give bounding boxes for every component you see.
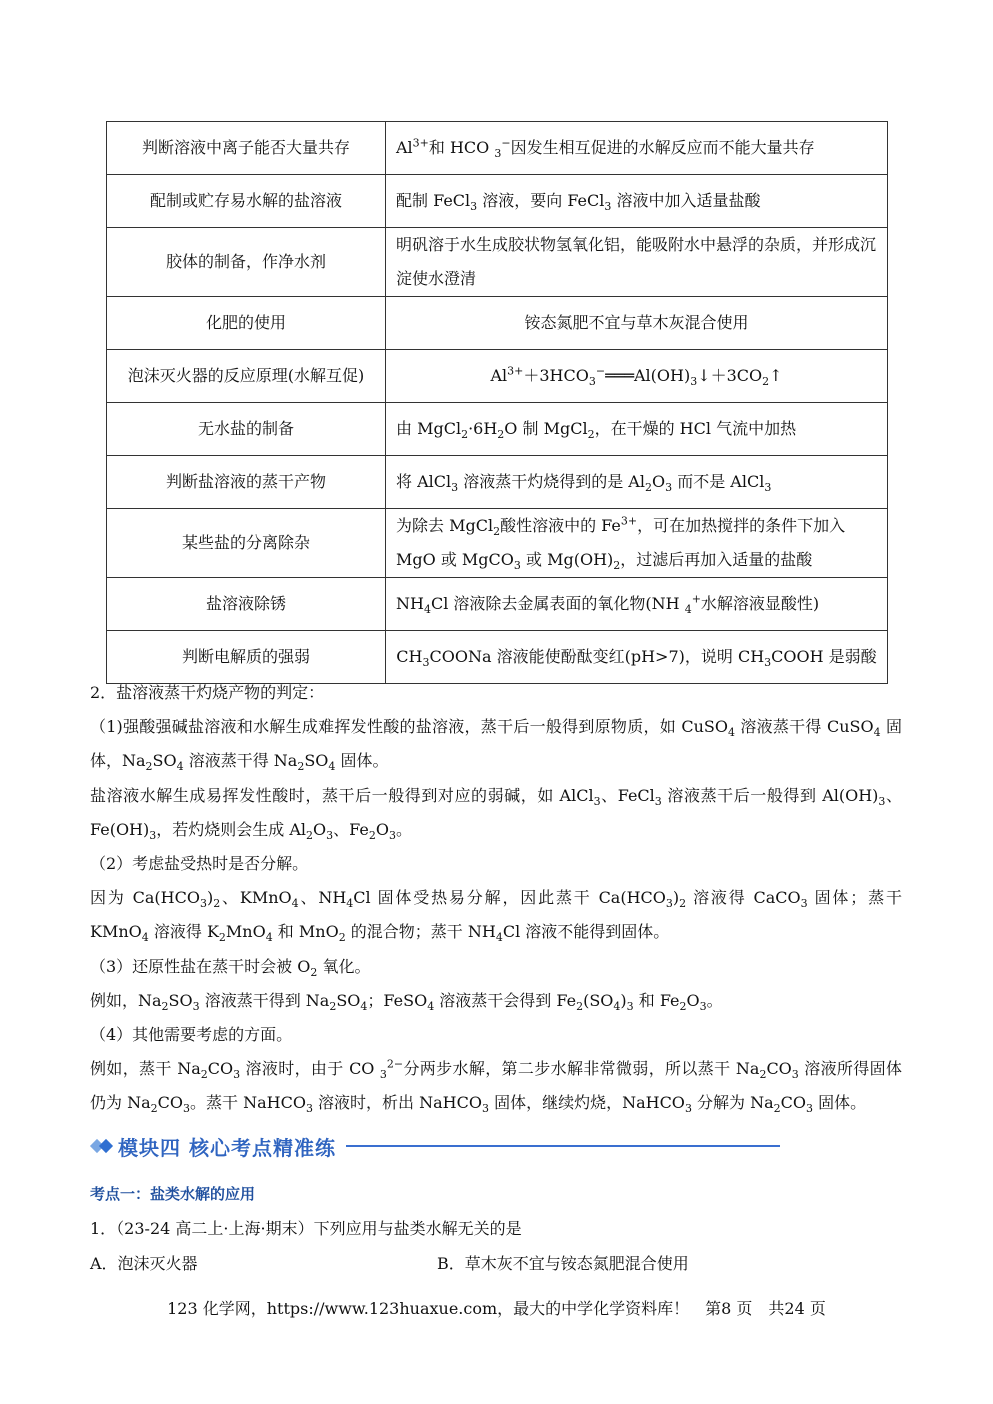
body-paragraph: （4）其他需要考虑的方面。 (90, 1025, 293, 1045)
table-row (107, 578, 888, 631)
table-row (107, 509, 888, 578)
table-cell-example: 将 AlCl$_3$ 溶液蒸干灼烧得到的是 $Al_2O_3$ 而不是 AlCl$_3$ (386, 456, 888, 509)
table-cell-application: 配制或贮存易水解的盐溶液 (107, 175, 386, 228)
table-row (107, 297, 888, 350)
table-row (107, 228, 888, 297)
table-cell-example: 明矾溶于水生成胶状物氢氧化铝，能吸附水中悬浮的杂质，并形成沉淀使水澄清 (386, 228, 888, 297)
table-cell-example: 为除去 MgCl$_2$酸性溶液中的 $Fe^{3+}$，可在加热搅拌的条件下加入 MgO 或 MgCO$_3$ 或 $Mg(OH)_2$，过滤后再加入适量的盐酸 (386, 509, 888, 578)
section-banner (90, 1130, 780, 1162)
diamond-bullet-icon (90, 1135, 118, 1157)
question-1: 1．（23-24 高二上·上海·期末）下列应用与盐类水解无关的是 (90, 1219, 522, 1238)
table-cell-example: $CH_3COONa$ 溶液能使酚酞变红(pH>7)，说明 $CH_3COOH$ 是弱酸 (386, 631, 888, 684)
table-cell-application: 化肥的使用 (107, 297, 386, 350)
option-b: B．草木灰不宜与铵态氮肥混合使用 (437, 1254, 689, 1273)
page-footer: 123 化学网，https://www.123huaxue.com，最大的中学化学资料库！ 第8 页 共24 页 (167, 1299, 826, 1318)
body-paragraph: （3）还原性盐在蒸干时会被 $O_2$ 氧化。 (90, 956, 371, 979)
body-paragraph: 因为 $Ca(HCO_3)_2$、KMnO$_4$、$NH_4Cl$ 固体受热易分解，因此蒸干 $Ca(HCO_3)_2$ 溶液得 CaCO$_3$ 固体；蒸干 KMnO$_4$ 溶液得 $K_2MnO_4$ 和 MnO$_2$ 的混合物；蒸干 $NH_4Cl$ 溶液不能得到固体。 (90, 888, 902, 945)
salt-hydrolysis-applications-table (106, 121, 888, 684)
table-row (107, 175, 888, 228)
kaodian-heading: 考点一：盐类水解的应用 (90, 1185, 256, 1203)
table-cell-application: 判断溶液中离子能否大量共存 (107, 122, 386, 175)
table-cell-example: $NH_4Cl$ 溶液除去金属表面的氧化物(NH $_4$+水解溶液显酸性) (386, 578, 888, 631)
table-row (107, 122, 888, 175)
table-cell-example: 由 $MgCl_2\cdot 6H_2O$ 制 MgCl$_2$，在干燥的 HCl 气流中加热 (386, 403, 888, 456)
table-cell-application: 胶体的制备，作净水剂 (107, 228, 386, 297)
section-title: 模块四 核心考点精准练 (118, 1135, 336, 1160)
table-cell-example: 铵态氮肥不宜与草木灰混合使用 (386, 297, 888, 350)
table-cell-application: 判断电解质的强弱 (107, 631, 386, 684)
option-a: A．泡沫灭火器 (90, 1254, 198, 1273)
body-paragraph: 2．盐溶液蒸干灼烧产物的判定： (90, 683, 325, 702)
table-cell-example: $Al^{3+}+3HCO_3^-═══Al(OH)_3↓+3CO_2↑$ (386, 350, 888, 403)
body-paragraph: 盐溶液水解生成易挥发性酸时，蒸干后一般得到对应的弱碱，如 AlCl$_3$、FeCl$_3$ 溶液蒸干后一般得到 $Al(OH)_3$、$Fe(OH)_3$，若灼烧则会生成 $Al_2O_3$、$Fe_2O_3$。 (90, 785, 902, 842)
table-row (107, 403, 888, 456)
table-cell-application: 无水盐的制备 (107, 403, 386, 456)
table-cell-example: 配制 FeCl$_3$ 溶液，要向 FeCl$_3$ 溶液中加入适量盐酸 (386, 175, 888, 228)
body-paragraph: 例如，$Na_2SO_3$ 溶液蒸干得到 $Na_2SO_4$；FeSO$_4$ 溶液蒸干会得到 $Fe_2(SO_4)_3$ 和 $Fe_2O_3$。 (90, 990, 723, 1014)
table-cell-application: 某些盐的分离除杂 (107, 509, 386, 578)
table-cell-application: 判断盐溶液的蒸干产物 (107, 456, 386, 509)
body-paragraph: （2）考虑盐受热时是否分解。 (90, 854, 309, 874)
table-cell-application: 泡沫灭火器的反应原理(水解互促) (107, 350, 386, 403)
table-row (107, 350, 888, 403)
evaporation-product-section (90, 676, 902, 1121)
table-cell-application: 盐溶液除锈 (107, 578, 386, 631)
table-cell-example: $Al^{3+}$和 HCO $_3$−因发生相互促进的水解反应而不能大量共存 (386, 122, 888, 175)
table-row (107, 456, 888, 509)
body-paragraph: （1)强酸强碱盐溶液和水解生成难挥发性酸的盐溶液，蒸干后一般得到原物质，如 CuSO$_4$ 溶液蒸干得 CuSO$_4$ 固体，$Na_2SO_4$ 溶液蒸干得 $Na_2SO_4$ 固体。 (90, 717, 902, 774)
section-divider (346, 1145, 780, 1147)
body-paragraph: 例如，蒸干 $Na_2CO_3$ 溶液时，由于 CO $_3^{2-}$分两步水解，第二步水解非常微弱，所以蒸干 $Na_2CO_3$ 溶液所得固体仍为 $Na_2CO_3$。蒸干 NaHCO$_3$ 溶液时，析出 NaHCO$_3$ 固体，继续灼烧，NaHCO$_3$ 分解为 $Na_2CO_3$ 固体。 (90, 1057, 902, 1116)
